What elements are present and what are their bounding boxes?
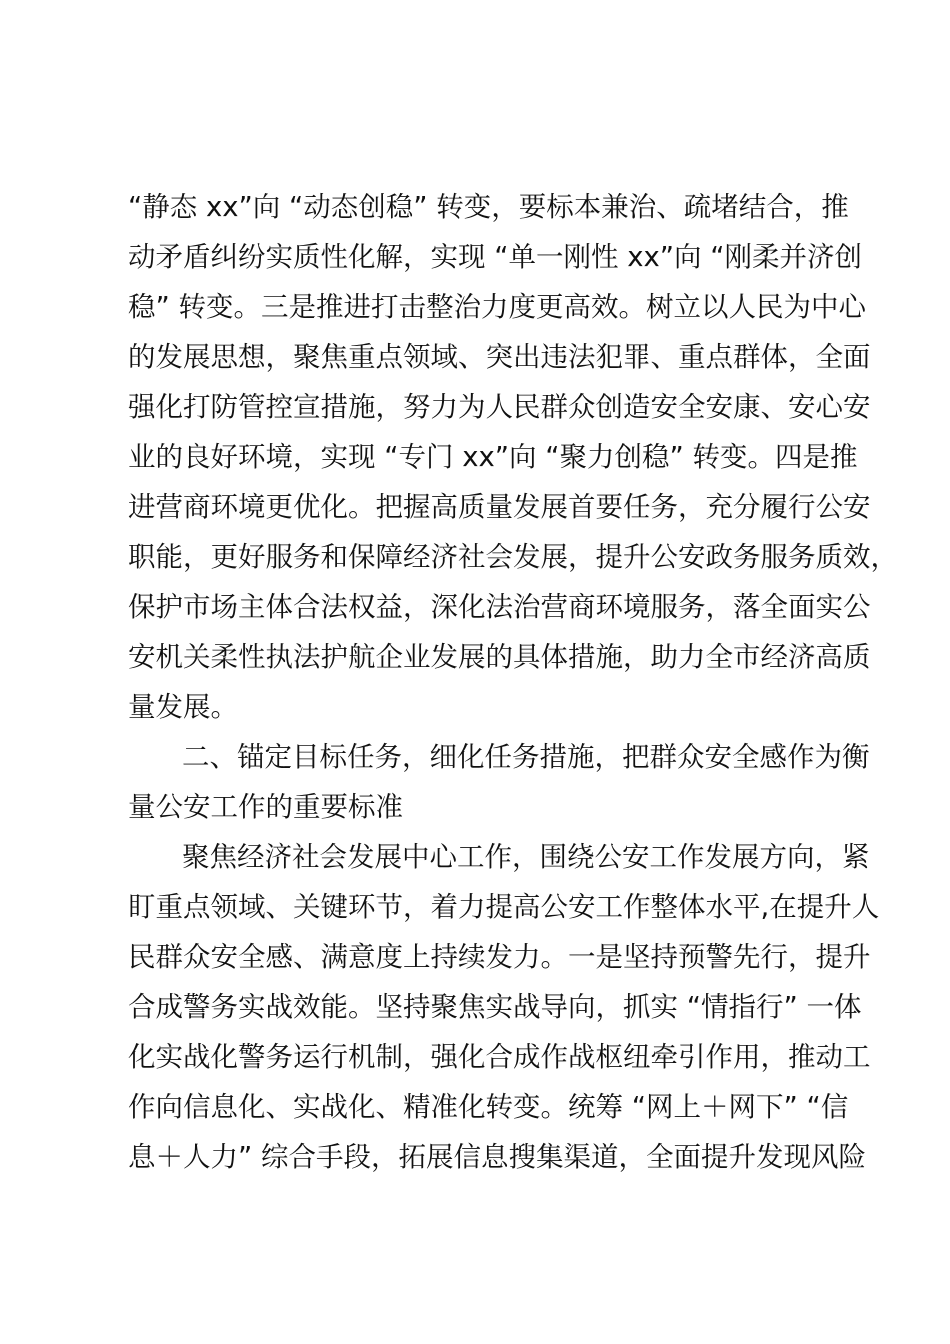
text-line: 稳” 转变。三是推进打击整治力度更高效。树立以人民为中心 bbox=[128, 291, 866, 323]
text-line: 保护市场主体合法权益，深化法治营商环境服务，落全面实公 bbox=[128, 591, 871, 623]
text-line: 化实战化警务运行机制，强化合成作战枢纽牵引作用，推动工 bbox=[128, 1041, 871, 1073]
section-heading-line: 二、锚定目标任务，细化任务措施，把群众安全感作为衡 bbox=[182, 741, 870, 773]
text-line: 强化打防管控宣措施，努力为人民群众创造安全安康、安心安 bbox=[128, 391, 871, 423]
text-line: 聚焦经济社会发展中心工作，围绕公安工作发展方向，紧 bbox=[182, 841, 870, 873]
text-line: 量发展。 bbox=[128, 691, 238, 723]
text-line: 业的良好环境，实现 “专门 xx”向 “聚力创稳” 转变。四是推 bbox=[128, 441, 858, 473]
text-line: 进营商环境更优化。把握高质量发展首要任务，充分履行公安 bbox=[128, 491, 871, 523]
text-line: 职能，更好服务和保障经济社会发展，提升公安政务服务质效， bbox=[128, 541, 898, 573]
section-heading-line: 量公安工作的重要标准 bbox=[128, 791, 403, 823]
text-line: 安机关柔性执法护航企业发展的具体措施，助力全市经济高质 bbox=[128, 641, 871, 673]
text-line: “静态 xx”向 “动态创稳” 转变，要标本兼治、疏堵结合，推 bbox=[128, 191, 849, 223]
text-line: 作向信息化、实战化、精准化转变。统筹 “网上＋网下” “信 bbox=[128, 1091, 849, 1123]
text-line: 民群众安全感、满意度上持续发力。一是坚持预警先行，提升 bbox=[128, 941, 871, 973]
body-text bbox=[128, 182, 898, 1182]
text-line: 合成警务实战效能。坚持聚焦实战导向，抓实 “情指行” 一体 bbox=[128, 991, 862, 1023]
text-line: 盯重点领域、关键环节，着力提高公安工作整体水平,在提升人 bbox=[128, 891, 880, 923]
text-line: 息＋人力” 综合手段，拓展信息搜集渠道，全面提升发现风险 bbox=[128, 1141, 866, 1173]
text-line: 的发展思想，聚焦重点领域、突出违法犯罪、重点群体，全面 bbox=[128, 341, 871, 373]
text-line: 动矛盾纠纷实质性化解，实现 “单一刚性 xx”向 “刚柔并济创 bbox=[128, 241, 863, 273]
